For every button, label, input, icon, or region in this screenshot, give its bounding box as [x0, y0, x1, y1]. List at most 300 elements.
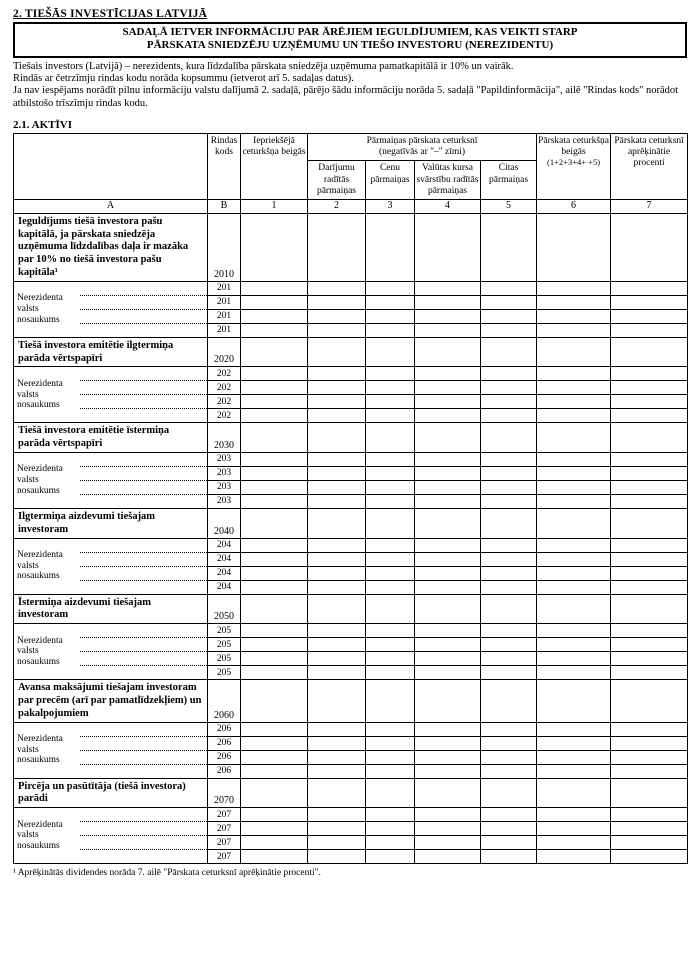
data-cell[interactable]: [481, 750, 537, 764]
data-cell[interactable]: [537, 736, 611, 750]
data-cell[interactable]: [366, 452, 415, 466]
data-cell[interactable]: [308, 750, 366, 764]
data-cell[interactable]: [611, 508, 688, 538]
data-cell[interactable]: [241, 736, 308, 750]
country-name-line[interactable]: [80, 538, 208, 552]
data-cell[interactable]: [415, 367, 481, 381]
country-label: Nerezidenta valsts nosaukums: [14, 808, 80, 864]
data-cell[interactable]: [366, 367, 415, 381]
data-cell[interactable]: [481, 638, 537, 652]
data-cell[interactable]: [415, 836, 481, 850]
data-cell[interactable]: [308, 466, 366, 480]
country-label: Nerezidenta valsts nosaukums: [14, 452, 80, 508]
country-name-line[interactable]: [80, 666, 208, 680]
country-row-code: 204: [208, 552, 241, 566]
data-cell[interactable]: [241, 750, 308, 764]
data-cell[interactable]: [481, 395, 537, 409]
data-cell[interactable]: [481, 652, 537, 666]
data-cell[interactable]: [415, 624, 481, 638]
data-cell[interactable]: [415, 850, 481, 864]
data-cell[interactable]: [611, 722, 688, 736]
data-cell[interactable]: [241, 680, 308, 722]
data-cell[interactable]: [366, 552, 415, 566]
data-cell[interactable]: [241, 423, 308, 453]
data-cell[interactable]: [537, 836, 611, 850]
data-cell[interactable]: [366, 680, 415, 722]
data-cell[interactable]: [537, 281, 611, 295]
data-cell[interactable]: [481, 323, 537, 337]
table-row-section: [14, 423, 688, 453]
data-cell[interactable]: [611, 850, 688, 864]
country-name-line[interactable]: [80, 367, 208, 381]
data-cell[interactable]: [415, 337, 481, 367]
data-cell[interactable]: [415, 323, 481, 337]
data-cell[interactable]: [415, 395, 481, 409]
data-cell[interactable]: [481, 281, 537, 295]
data-cell[interactable]: [611, 494, 688, 508]
country-label: Nerezidenta valsts nosaukums: [14, 624, 80, 680]
data-cell[interactable]: [415, 680, 481, 722]
data-cell[interactable]: [415, 638, 481, 652]
data-cell[interactable]: [308, 652, 366, 666]
section-row-code: 2030: [208, 423, 241, 453]
data-cell[interactable]: [537, 508, 611, 538]
data-cell[interactable]: [537, 624, 611, 638]
data-cell[interactable]: [366, 508, 415, 538]
data-cell[interactable]: [611, 295, 688, 309]
data-cell[interactable]: [366, 480, 415, 494]
data-cell[interactable]: [308, 281, 366, 295]
data-cell[interactable]: [537, 652, 611, 666]
data-cell[interactable]: [308, 508, 366, 538]
data-cell[interactable]: [481, 594, 537, 624]
data-cell[interactable]: [611, 836, 688, 850]
data-cell[interactable]: [308, 850, 366, 864]
data-cell[interactable]: [481, 538, 537, 552]
data-cell[interactable]: [366, 381, 415, 395]
data-cell[interactable]: [415, 409, 481, 423]
data-cell[interactable]: [366, 736, 415, 750]
data-cell[interactable]: [366, 580, 415, 594]
data-cell[interactable]: [611, 580, 688, 594]
data-cell[interactable]: [415, 736, 481, 750]
data-cell[interactable]: [241, 508, 308, 538]
country-name-line[interactable]: [80, 764, 208, 778]
data-cell[interactable]: [481, 309, 537, 323]
data-cell[interactable]: [308, 538, 366, 552]
data-cell[interactable]: [611, 480, 688, 494]
data-cell[interactable]: [481, 213, 537, 281]
section-title: Ieguldījums tiešā investora pašu kapitālā, ja pārskata sniedzēja uzņēmuma līdzdalības daļa ir mazāka par 10% no tiešā investora pašu kapitāla¹: [14, 213, 208, 281]
data-cell[interactable]: [537, 480, 611, 494]
data-cell[interactable]: [611, 309, 688, 323]
data-cell[interactable]: [366, 836, 415, 850]
data-cell[interactable]: [308, 624, 366, 638]
data-cell[interactable]: [537, 594, 611, 624]
data-cell[interactable]: [415, 309, 481, 323]
table-row-country: [14, 494, 688, 508]
data-cell[interactable]: [537, 323, 611, 337]
data-cell[interactable]: [241, 367, 308, 381]
country-name-line[interactable]: [80, 323, 208, 337]
data-cell[interactable]: [481, 480, 537, 494]
country-name-line[interactable]: [80, 309, 208, 323]
data-cell[interactable]: [308, 480, 366, 494]
data-cell[interactable]: [537, 409, 611, 423]
data-cell[interactable]: [415, 494, 481, 508]
data-cell[interactable]: [366, 309, 415, 323]
data-cell[interactable]: [537, 466, 611, 480]
country-row-code: 202: [208, 409, 241, 423]
data-cell[interactable]: [537, 850, 611, 864]
data-cell[interactable]: [366, 494, 415, 508]
data-cell[interactable]: [481, 381, 537, 395]
data-cell[interactable]: [308, 680, 366, 722]
country-name-line[interactable]: [80, 850, 208, 864]
data-cell[interactable]: [241, 836, 308, 850]
data-cell[interactable]: [366, 778, 415, 808]
data-cell[interactable]: [366, 409, 415, 423]
data-cell[interactable]: [415, 822, 481, 836]
country-name-line[interactable]: [80, 736, 208, 750]
data-cell[interactable]: [537, 423, 611, 453]
data-cell[interactable]: [481, 367, 537, 381]
data-cell[interactable]: [308, 494, 366, 508]
data-cell[interactable]: [308, 423, 366, 453]
country-name-line[interactable]: [80, 652, 208, 666]
data-cell[interactable]: [241, 295, 308, 309]
data-cell[interactable]: [537, 452, 611, 466]
section-title: Avansa maksājumi tiešajam investoram par precēm (arī par pamatlīdzekļiem) un pakalpojumiem: [14, 680, 208, 722]
country-name-line[interactable]: [80, 281, 208, 295]
country-name-line[interactable]: [80, 452, 208, 466]
country-row-code: 204: [208, 580, 241, 594]
data-cell[interactable]: [415, 480, 481, 494]
country-name-line[interactable]: [80, 722, 208, 736]
country-row-code: 202: [208, 395, 241, 409]
data-cell[interactable]: [611, 452, 688, 466]
data-cell[interactable]: [415, 538, 481, 552]
data-cell[interactable]: [308, 580, 366, 594]
country-name-line[interactable]: [80, 480, 208, 494]
data-cell[interactable]: [415, 652, 481, 666]
data-cell[interactable]: [308, 836, 366, 850]
data-cell[interactable]: [611, 538, 688, 552]
data-cell[interactable]: [415, 452, 481, 466]
data-cell[interactable]: [537, 395, 611, 409]
data-cell[interactable]: [611, 281, 688, 295]
data-cell[interactable]: [611, 381, 688, 395]
country-name-line[interactable]: [80, 295, 208, 309]
data-cell[interactable]: [308, 778, 366, 808]
data-cell[interactable]: [241, 652, 308, 666]
data-cell[interactable]: [366, 281, 415, 295]
country-name-line[interactable]: [80, 381, 208, 395]
data-cell[interactable]: [611, 624, 688, 638]
data-cell[interactable]: [481, 580, 537, 594]
data-cell[interactable]: [481, 409, 537, 423]
country-name-line[interactable]: [80, 638, 208, 652]
data-cell[interactable]: [366, 323, 415, 337]
data-cell[interactable]: [308, 638, 366, 652]
data-cell[interactable]: [241, 480, 308, 494]
country-name-line[interactable]: [80, 552, 208, 566]
data-cell[interactable]: [241, 552, 308, 566]
data-cell[interactable]: [537, 580, 611, 594]
country-label: Nerezidenta valsts nosaukums: [14, 367, 80, 423]
country-row-code: 203: [208, 494, 241, 508]
country-row-code: 205: [208, 638, 241, 652]
country-name-line[interactable]: [80, 624, 208, 638]
data-cell[interactable]: [366, 423, 415, 453]
data-cell[interactable]: [415, 213, 481, 281]
data-cell[interactable]: [481, 666, 537, 680]
section-title: Tiešā investora emitētie īstermiņa parāda vērtspapīri: [14, 423, 208, 453]
data-cell[interactable]: [241, 764, 308, 778]
data-cell[interactable]: [481, 722, 537, 736]
country-name-line[interactable]: [80, 822, 208, 836]
data-cell[interactable]: [241, 638, 308, 652]
data-cell[interactable]: [611, 778, 688, 808]
data-cell[interactable]: [611, 213, 688, 281]
data-cell[interactable]: [366, 466, 415, 480]
data-cell[interactable]: [611, 552, 688, 566]
table-row-country: [14, 367, 688, 381]
country-name-line[interactable]: [80, 395, 208, 409]
country-name-line[interactable]: [80, 566, 208, 580]
data-cell[interactable]: [481, 850, 537, 864]
data-cell[interactable]: [415, 808, 481, 822]
data-cell[interactable]: [611, 466, 688, 480]
data-cell[interactable]: [308, 722, 366, 736]
data-cell[interactable]: [481, 452, 537, 466]
data-cell[interactable]: [241, 580, 308, 594]
data-cell[interactable]: [241, 808, 308, 822]
data-cell[interactable]: [366, 764, 415, 778]
data-cell[interactable]: [241, 381, 308, 395]
data-cell[interactable]: [308, 552, 366, 566]
data-cell[interactable]: [241, 666, 308, 680]
data-cell[interactable]: [415, 594, 481, 624]
country-name-line[interactable]: [80, 494, 208, 508]
data-cell[interactable]: [415, 722, 481, 736]
data-cell[interactable]: [481, 466, 537, 480]
data-cell[interactable]: [537, 337, 611, 367]
data-cell[interactable]: [481, 680, 537, 722]
data-cell[interactable]: [415, 750, 481, 764]
data-cell[interactable]: [415, 764, 481, 778]
data-cell[interactable]: [241, 213, 308, 281]
data-cell[interactable]: [415, 466, 481, 480]
data-cell[interactable]: [241, 452, 308, 466]
data-cell[interactable]: [537, 538, 611, 552]
data-cell[interactable]: [611, 566, 688, 580]
table-row-country: [14, 295, 688, 309]
data-cell[interactable]: [481, 566, 537, 580]
data-cell[interactable]: [537, 494, 611, 508]
data-cell[interactable]: [415, 552, 481, 566]
data-cell[interactable]: [537, 750, 611, 764]
data-cell[interactable]: [611, 337, 688, 367]
data-cell[interactable]: [537, 566, 611, 580]
data-cell[interactable]: [611, 750, 688, 764]
data-cell[interactable]: [308, 452, 366, 466]
column-letter: 5: [481, 199, 537, 213]
data-cell[interactable]: [415, 778, 481, 808]
data-cell[interactable]: [481, 337, 537, 367]
data-cell[interactable]: [308, 736, 366, 750]
data-cell[interactable]: [481, 423, 537, 453]
data-cell[interactable]: [241, 566, 308, 580]
data-cell[interactable]: [241, 778, 308, 808]
data-cell[interactable]: [366, 722, 415, 736]
data-cell[interactable]: [415, 566, 481, 580]
data-cell[interactable]: [241, 409, 308, 423]
data-cell[interactable]: [481, 494, 537, 508]
data-cell[interactable]: [308, 367, 366, 381]
data-cell[interactable]: [241, 494, 308, 508]
country-name-line[interactable]: [80, 409, 208, 423]
data-cell[interactable]: [611, 666, 688, 680]
data-cell[interactable]: [366, 337, 415, 367]
data-cell[interactable]: [481, 736, 537, 750]
data-cell[interactable]: [481, 295, 537, 309]
country-name-line[interactable]: [80, 836, 208, 850]
table-row-country: [14, 808, 688, 822]
data-cell[interactable]: [366, 594, 415, 624]
data-cell[interactable]: [308, 808, 366, 822]
data-cell[interactable]: [241, 323, 308, 337]
data-cell[interactable]: [537, 381, 611, 395]
data-cell[interactable]: [537, 722, 611, 736]
data-cell[interactable]: [366, 566, 415, 580]
data-cell[interactable]: [308, 409, 366, 423]
data-cell[interactable]: [366, 850, 415, 864]
data-cell[interactable]: [241, 822, 308, 836]
data-cell[interactable]: [366, 750, 415, 764]
data-cell[interactable]: [241, 337, 308, 367]
data-cell[interactable]: [366, 822, 415, 836]
data-cell[interactable]: [308, 764, 366, 778]
data-cell[interactable]: [481, 764, 537, 778]
data-cell[interactable]: [415, 381, 481, 395]
data-cell[interactable]: [308, 295, 366, 309]
country-name-line[interactable]: [80, 466, 208, 480]
data-cell[interactable]: [611, 367, 688, 381]
country-name-line[interactable]: [80, 808, 208, 822]
country-name-line[interactable]: [80, 580, 208, 594]
data-cell[interactable]: [308, 337, 366, 367]
data-cell[interactable]: [611, 680, 688, 722]
data-cell[interactable]: [415, 508, 481, 538]
data-cell[interactable]: [537, 680, 611, 722]
data-cell[interactable]: [241, 538, 308, 552]
data-cell[interactable]: [308, 566, 366, 580]
data-cell[interactable]: [611, 736, 688, 750]
data-cell[interactable]: [481, 508, 537, 538]
country-row-code: 203: [208, 480, 241, 494]
data-cell[interactable]: [241, 281, 308, 295]
data-cell[interactable]: [481, 808, 537, 822]
data-cell[interactable]: [366, 808, 415, 822]
data-cell[interactable]: [481, 778, 537, 808]
data-cell[interactable]: [611, 323, 688, 337]
data-cell[interactable]: [611, 822, 688, 836]
data-cell[interactable]: [241, 594, 308, 624]
data-cell[interactable]: [366, 213, 415, 281]
data-cell[interactable]: [537, 309, 611, 323]
data-cell[interactable]: [308, 309, 366, 323]
data-cell[interactable]: [537, 367, 611, 381]
data-cell[interactable]: [537, 808, 611, 822]
country-row-code: 206: [208, 750, 241, 764]
data-cell[interactable]: [241, 722, 308, 736]
section-title: Īstermiņa aizdevumi tiešajam investoram: [14, 594, 208, 624]
data-cell[interactable]: [611, 423, 688, 453]
data-cell[interactable]: [481, 836, 537, 850]
data-cell[interactable]: [537, 295, 611, 309]
data-cell[interactable]: [308, 213, 366, 281]
data-cell[interactable]: [241, 309, 308, 323]
data-cell[interactable]: [366, 666, 415, 680]
paragraph: Rindās ar četrzīmju rindas kodu norāda kopsummu (ietverot arī 5. sadaļas datus).: [13, 73, 354, 85]
data-cell[interactable]: [415, 281, 481, 295]
data-cell[interactable]: [308, 323, 366, 337]
data-cell[interactable]: [366, 624, 415, 638]
section-title: Pircēja un pasūtītāja (tiešā investora) parādi: [14, 778, 208, 808]
data-cell[interactable]: [308, 594, 366, 624]
data-cell[interactable]: [611, 594, 688, 624]
data-cell[interactable]: [537, 638, 611, 652]
data-cell[interactable]: [481, 552, 537, 566]
data-cell[interactable]: [308, 381, 366, 395]
data-cell[interactable]: [241, 466, 308, 480]
data-cell[interactable]: [308, 666, 366, 680]
data-cell[interactable]: [366, 652, 415, 666]
data-cell[interactable]: [611, 764, 688, 778]
country-name-line[interactable]: [80, 750, 208, 764]
data-cell[interactable]: [415, 423, 481, 453]
data-cell[interactable]: [415, 580, 481, 594]
data-cell[interactable]: [241, 850, 308, 864]
data-cell[interactable]: [481, 624, 537, 638]
data-cell[interactable]: [415, 295, 481, 309]
data-cell[interactable]: [611, 808, 688, 822]
data-cell[interactable]: [537, 552, 611, 566]
data-cell[interactable]: [537, 666, 611, 680]
data-cell[interactable]: [611, 409, 688, 423]
data-cell[interactable]: [241, 395, 308, 409]
data-cell[interactable]: [366, 538, 415, 552]
data-cell[interactable]: [611, 395, 688, 409]
table-row-country: [14, 580, 688, 594]
data-cell[interactable]: [308, 822, 366, 836]
data-cell[interactable]: [537, 764, 611, 778]
data-cell[interactable]: [366, 638, 415, 652]
data-cell[interactable]: [537, 778, 611, 808]
data-cell[interactable]: [481, 822, 537, 836]
data-cell[interactable]: [366, 295, 415, 309]
data-cell[interactable]: [366, 395, 415, 409]
data-cell[interactable]: [611, 652, 688, 666]
header-col6: [537, 133, 611, 199]
data-cell[interactable]: [537, 822, 611, 836]
data-cell[interactable]: [537, 213, 611, 281]
data-cell[interactable]: [611, 638, 688, 652]
data-cell[interactable]: [241, 624, 308, 638]
data-cell[interactable]: [415, 666, 481, 680]
data-cell[interactable]: [308, 395, 366, 409]
